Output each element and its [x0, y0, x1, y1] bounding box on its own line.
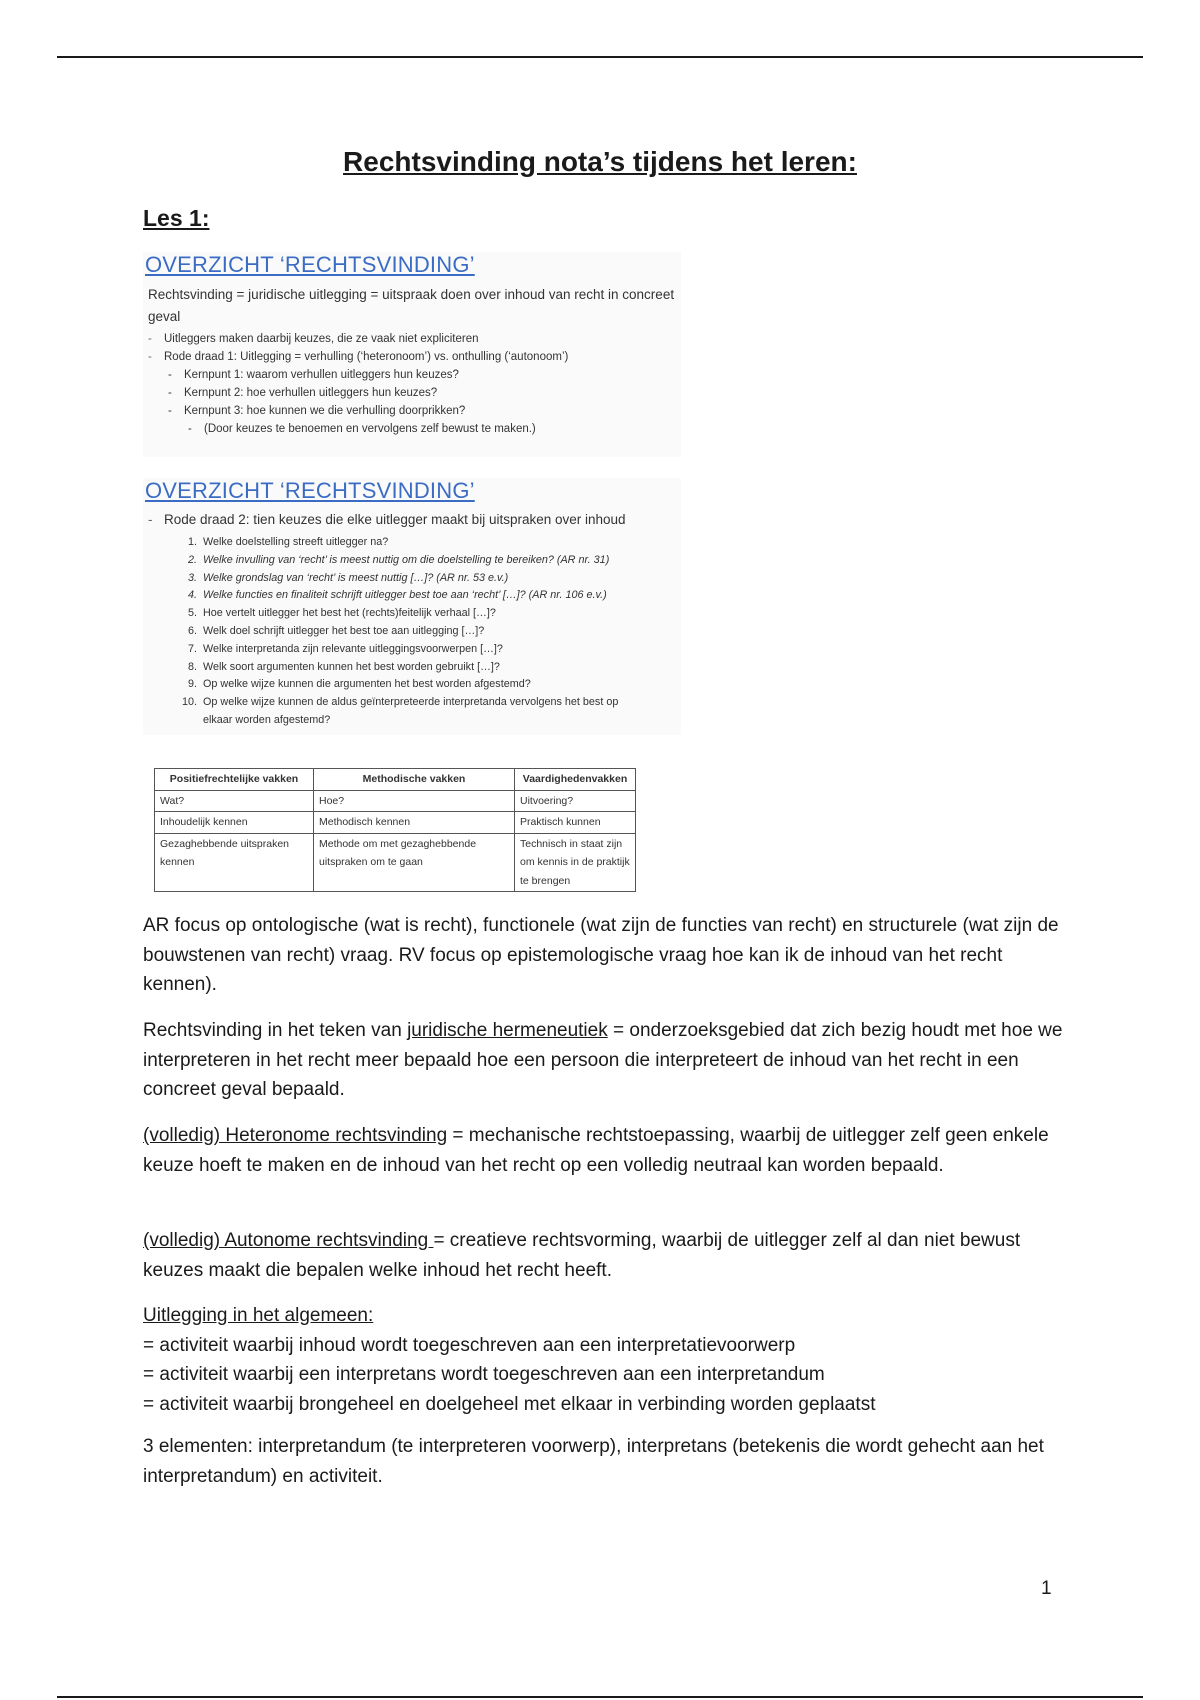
- list-item: 5. Hoe vertelt uitlegger het best het (rechts)feitelijk verhaal […]?: [187, 607, 496, 620]
- table-row: [155, 812, 636, 834]
- slide-lead: - Rode draad 2: tien keuzes die elke uitlegger maakt bij uitspraken over inhoud: [148, 512, 626, 527]
- table-cell: Methodisch kennen: [314, 812, 515, 834]
- table-cell: Inhoudelijk kennen: [155, 812, 314, 834]
- definition-line: = activiteit waarbij een interpretans wordt toegeschreven aan een interpretandum: [143, 1364, 825, 1385]
- slide-lead: Rechtsvinding = juridische uitlegging = uitspraak doen over inhoud van recht in concreet geval: [148, 287, 675, 324]
- term-juridische-hermeneutiek: juridische hermeneutiek: [407, 1020, 608, 1041]
- table-header: Positiefrechtelijke vakken: [155, 769, 314, 791]
- list-item: 9. Op welke wijze kunnen die argumenten het best worden afgestemd?: [187, 678, 531, 691]
- table-header-row: [155, 769, 636, 791]
- paragraph-ar-focus: AR focus op ontologische (wat is recht), functionele (wat zijn de functies van recht) en structurele (wat zijn de bouwstenen van recht) vraag. RV focus op epistemologische vraag hoe kan ik de inhoud van het recht kennen).: [143, 915, 1059, 995]
- list-item: 8. Welk soort argumenten kunnen het best worden gebruikt […]?: [187, 660, 500, 673]
- page-number: 1: [1041, 1578, 1052, 1599]
- definition-line: = activiteit waarbij inhoud wordt toegeschreven aan een interpretatievoorwerp: [143, 1334, 796, 1356]
- term-heteronome: (volledig) Heteronome rechtsvinding: [143, 1125, 448, 1146]
- definition-line: = activiteit waarbij brongeheel en doelgeheel met elkaar in verbinding worden geplaatst: [143, 1393, 876, 1415]
- slide-subsubbullet: - (Door keuzes te benoemen en vervolgens zelf bewust te maken.): [188, 423, 536, 435]
- slide-title: OVERZICHT ‘RECHTSVINDING’: [145, 478, 475, 503]
- table-header: Methodische vakken: [314, 769, 515, 791]
- slide-bullet: - Uitleggers maken daarbij keuzes, die ze vaak niet expliciteren: [148, 333, 479, 345]
- table-cell: Gezaghebbende uitspraken kennen: [155, 833, 314, 892]
- paragraph-elementen: 3 elementen: interpretandum (te interpreteren voorwerp), interpretans (betekenis die wordt gehecht aan het interpretandum) en activiteit.: [143, 1436, 1044, 1487]
- list-item: 10. Op welke wijze kunnen de aldus geïnterpreteerde interpretanda vervolgens het best op elkaar worden afgestemd?: [181, 696, 619, 726]
- subheading-uitlegging: Uitlegging in het algemeen:: [143, 1305, 374, 1326]
- table-cell: Uitvoering?: [515, 790, 636, 812]
- slide-subbullet: - Kernpunt 2: hoe verhullen uitleggers hun keuzes?: [168, 387, 438, 399]
- list-item: 1. Welke doelstelling streeft uitlegger na?: [187, 536, 389, 548]
- paragraph-heteronome: (volledig) Heteronome rechtsvinding = mechanische rechtstoepassing, waarbij de uitlegger zelf geen enkele keuze hoeft te maken en de inhoud van het recht op een volledig neutraal kan worden bepaald.: [143, 1125, 1049, 1176]
- table-cell: Technisch in staat zijn om kennis in de praktijk te brengen: [515, 833, 636, 892]
- list-item: 2. Welke invulling van ‘recht’ is meest nuttig om die doelstelling te bereiken? (AR nr. 31): [187, 553, 610, 566]
- slide-subbullet: - Kernpunt 3: hoe kunnen we die verhulling doorprikken?: [168, 405, 466, 417]
- choices-list: [175, 534, 681, 730]
- table-cell: Hoe?: [314, 790, 515, 812]
- header-rule: [57, 56, 1143, 58]
- term-autonome: (volledig) Autonome rechtsvinding: [143, 1230, 434, 1251]
- table-cell: Methode om met gezaghebbende uitspraken om te gaan: [314, 833, 515, 892]
- slide-image-overview-1: [143, 252, 681, 457]
- subjects-table: [154, 768, 636, 892]
- list-item: 3. Welke grondslag van ‘recht’ is meest nuttig […]? (AR nr. 53 e.v.): [187, 571, 509, 584]
- document-title: Rechtsvinding nota’s tijdens het leren:: [343, 146, 857, 177]
- list-item: 7. Welke interpretanda zijn relevante uitleggingsvoorwerpen […]?: [187, 642, 503, 655]
- table-header: Vaardighedenvakken: [515, 769, 636, 791]
- table-cell: Praktisch kunnen: [515, 812, 636, 834]
- slide-title: OVERZICHT ‘RECHTSVINDING’: [145, 252, 475, 277]
- lesson-heading: Les 1:: [143, 205, 210, 231]
- paragraph-autonome: (volledig) Autonome rechtsvinding = creatieve rechtsvorming, waarbij de uitlegger zelf al dan niet bewust keuzes maakt die bepalen welke inhoud het recht heeft.: [143, 1230, 1021, 1281]
- table-row: [155, 790, 636, 812]
- slide-image-overview-2: [143, 478, 681, 735]
- table-cell: Wat?: [155, 790, 314, 812]
- paragraph-uitlegging: [143, 1301, 1063, 1419]
- list-item: 4. Welke functies en finaliteit schrijft uitlegger best toe aan ‘recht’ […]? (AR nr. 106 e.v.): [187, 589, 607, 602]
- paragraph-hermeneutiek: Rechtsvinding in het teken van juridische hermeneutiek = onderzoeksgebied dat zich bezig houdt met hoe we interpreteren in het recht meer bepaald hoe een persoon die interpreteert de inhoud van het recht in een concreet geval bepaald.: [143, 1020, 1063, 1100]
- slide-bullet: - Rode draad 1: Uitlegging = verhulling (‘heteronoom’) vs. onthulling (‘autonoom’): [148, 351, 569, 363]
- footer-rule: [57, 1696, 1143, 1698]
- slide-subbullet: - Kernpunt 1: waarom verhullen uitleggers hun keuzes?: [168, 369, 459, 381]
- table-row: [155, 833, 636, 892]
- list-item: 6. Welk doel schrijft uitlegger het best toe aan uitlegging […]?: [187, 624, 485, 637]
